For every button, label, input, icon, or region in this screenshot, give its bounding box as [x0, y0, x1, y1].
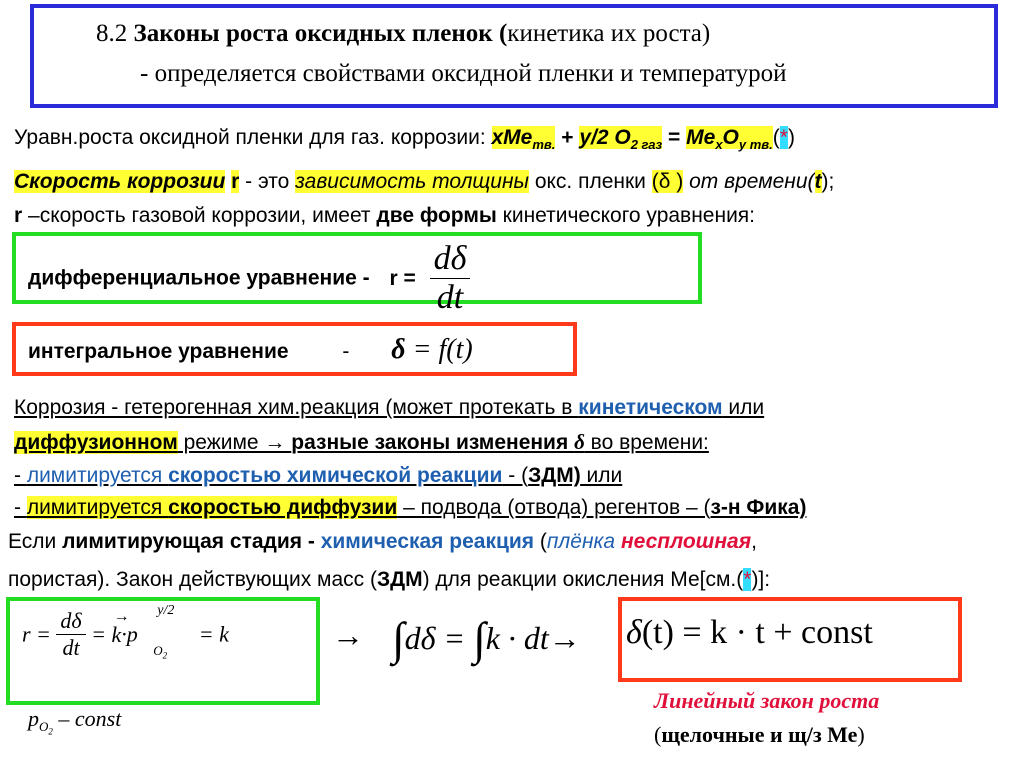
text: ,: [751, 530, 757, 553]
label: интегральное уравнение: [28, 340, 289, 363]
t-symbol: t: [814, 170, 822, 193]
k-dt: k · dt: [485, 620, 549, 656]
slide-title: [96, 20, 710, 48]
heterogeneous-line-1: [14, 396, 764, 420]
r-equals: r =: [389, 266, 416, 290]
formula-rest: (t) = k · t + const: [641, 614, 873, 651]
diffusion-mode-line: [14, 496, 806, 520]
text: –скорость газовой коррозии, имеет: [22, 204, 377, 227]
kinetic-mode-line: [14, 464, 622, 488]
fraction: [56, 608, 85, 661]
text: (: [534, 530, 547, 553]
formula: δ = f(t): [391, 334, 473, 365]
equals: =: [662, 126, 687, 149]
text: - лимитируется скоростью химической реакции - (ЗДМ) или: [14, 464, 623, 487]
differential-equation: [28, 240, 470, 317]
denominator: dt: [56, 634, 85, 661]
plus: +: [555, 126, 580, 149]
ref-close: ): [787, 126, 795, 149]
text: - лимитируется скоростью диффузии – подвода (отвода) регентов – (з-н Фика): [14, 496, 807, 519]
text-bold: две формы: [376, 204, 497, 227]
section-number: 8.2: [96, 20, 128, 47]
d-delta: dδ =: [404, 620, 466, 656]
const-text: – const: [52, 706, 122, 731]
equals-k: = k: [198, 621, 229, 647]
two-forms-line: [14, 204, 755, 228]
arrow: →: [548, 620, 581, 656]
r-symbol: r: [231, 170, 240, 193]
text: - это: [239, 170, 296, 193]
integral-sign: ∫: [392, 613, 405, 664]
subscript: $O_2$: [153, 642, 168, 661]
integral-sign: ∫: [473, 613, 486, 664]
metals-note: (щелочные и щ/з Ме): [654, 722, 865, 747]
slide-subtitle: - определяется свойствами оксидной пленки и температурой: [140, 60, 787, 87]
arrow: →: [332, 616, 364, 653]
r-equals: r =: [22, 621, 51, 647]
text: диффузионном режиме → разные законы изменения δ во времени:: [14, 430, 709, 454]
title-bold: Законы роста оксидных пленок (: [133, 20, 508, 47]
numerator: dδ: [433, 240, 467, 277]
ref-star: *: [779, 126, 788, 149]
p-symbol: p: [28, 706, 39, 731]
subscript: O2: [39, 719, 53, 737]
text-red: несплошная: [615, 530, 752, 553]
term-corrosion-rate: Скорость коррозии: [14, 170, 226, 193]
denominator: dt: [430, 278, 471, 317]
result-formula: [626, 614, 873, 652]
text-blue: химическая реакция: [320, 530, 535, 553]
eq-mid: y/2 $O_{2 газ}$: [579, 126, 663, 153]
p-factor: ·p: [121, 621, 138, 647]
text: от времени(: [683, 170, 815, 193]
exponent-group: [143, 602, 193, 661]
text: пористая). Закон действующих масс (: [8, 568, 377, 591]
pressure-const: [28, 706, 121, 737]
mass-action-line: [8, 568, 770, 592]
eq-left: xMe$_{тв.}$: [491, 126, 556, 153]
eq-right: $Me_xO_{y тв.}$: [686, 126, 773, 153]
limiting-stage-line: [8, 530, 757, 554]
text: );: [821, 170, 835, 193]
fraction: [430, 240, 471, 317]
text: Уравн.роста оксидной пленки для газ. коррозии:: [14, 126, 492, 149]
heterogeneous-line-2: [14, 430, 709, 455]
term-dependence: зависимость толщины: [295, 170, 529, 193]
equals: =: [91, 621, 107, 647]
reaction-equation-line: [14, 126, 795, 152]
text-blue: плёнка: [546, 530, 616, 553]
text: ) для реакции окисления Ме[см.(: [422, 568, 744, 591]
linear-law-label: Линейный закон роста: [654, 688, 880, 713]
integral-equation: [28, 334, 473, 366]
title-normal: кинетика их роста): [507, 20, 711, 47]
ref-open: (: [772, 126, 780, 149]
text: )]:: [751, 568, 771, 591]
text: окс. пленки: [528, 170, 652, 193]
text-bold: ЗДМ: [376, 568, 423, 591]
delta-symbol: (δ ): [651, 170, 684, 193]
label: дифференциальное уравнение -: [28, 266, 370, 290]
delta-symbol: δ: [626, 614, 642, 651]
rate-formula: [22, 602, 229, 661]
k-vector: → k: [111, 607, 130, 647]
text: кинетического уравнения:: [496, 204, 756, 227]
dash: -: [342, 340, 350, 363]
integration-chain: [332, 612, 581, 665]
r-symbol: r: [14, 204, 23, 227]
text-bold: лимитирующая стадия -: [62, 530, 321, 553]
ref-star: *: [743, 568, 752, 591]
corrosion-rate-line: [14, 170, 834, 194]
numerator: dδ: [60, 608, 82, 633]
text: Коррозия - гетерогенная хим.реакция (может протекать в кинетическом или: [14, 396, 765, 419]
text: Если: [8, 530, 63, 553]
exponent: y/2: [157, 602, 175, 618]
